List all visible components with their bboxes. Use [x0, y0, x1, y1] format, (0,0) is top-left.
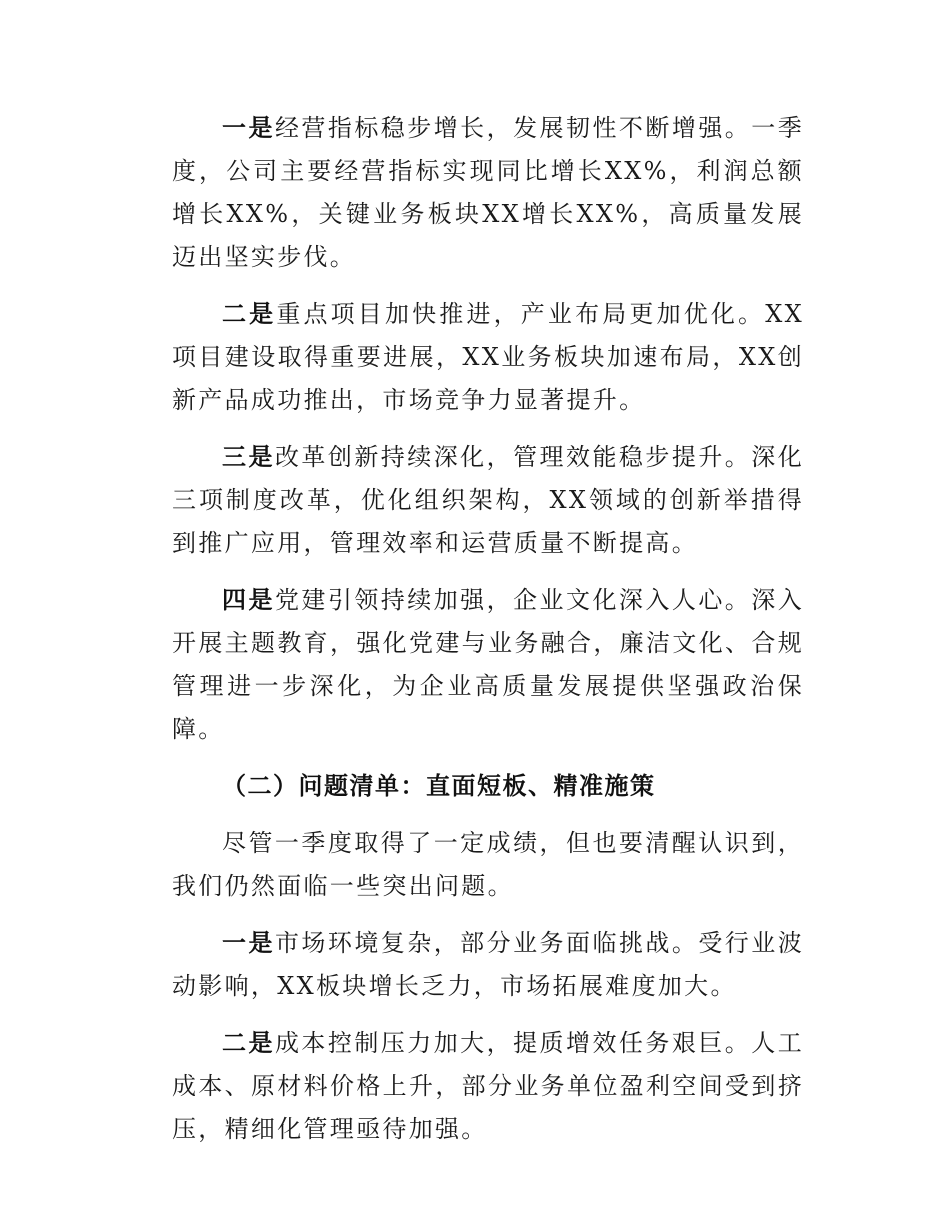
- paragraph-lead: 二是: [222, 1029, 275, 1057]
- paragraph-text: 成本控制压力加大，提质增效任务艰巨。人工成本、原材料价格上升，部分业务单位盈利空间受到挤压，精细化管理亟待加强。: [172, 1029, 805, 1143]
- achievement-paragraph-1: [172, 107, 804, 279]
- paragraph-text: 党建引领持续加强，企业文化深入人心。深入开展主题教育，强化党建与业务融合，廉洁文化、合规管理进一步深化，为企业高质量发展提供坚强政治保障。: [172, 586, 805, 743]
- section-heading: （二）问题清单：直面短板、精准施策: [222, 772, 656, 800]
- paragraph-lead: 二是: [222, 300, 277, 328]
- problem-paragraph-1: [172, 922, 804, 1008]
- paragraph-text: 市场环境复杂，部分业务面临挑战。受行业波动影响，XX板块增长乏力，市场拓展难度加大。: [172, 929, 805, 1000]
- problem-paragraph-2: [172, 1022, 804, 1151]
- paragraph-text: 经营指标稳步增长，发展韧性不断增强。一季度，公司主要经营指标实现同比增长XX%，利润总额增长XX%，关键业务板块XX增长XX%，高质量发展迈出坚实步伐。: [172, 114, 805, 271]
- paragraph-lead: 一是: [222, 114, 275, 142]
- paragraph-lead: 三是: [222, 443, 275, 471]
- paragraph-lead: 四是: [222, 586, 275, 614]
- paragraph-lead: 一是: [222, 929, 275, 957]
- document-body: [172, 107, 804, 1165]
- paragraph-text: 重点项目加快推进，产业布局更加优化。XX项目建设取得重要进展，XX业务板块加速布局，XX创新产品成功推出，市场竞争力显著提升。: [172, 300, 804, 414]
- achievement-paragraph-4: [172, 579, 804, 751]
- achievement-paragraph-2: [172, 293, 804, 422]
- intro-paragraph: 尽管一季度取得了一定成绩，但也要清醒认识到，我们仍然面临一些突出问题。: [172, 829, 804, 900]
- achievement-paragraph-3: [172, 436, 804, 565]
- paragraph-text: 改革创新持续深化，管理效能稳步提升。深化三项制度改革，优化组织架构，XX领域的创新举措得到推广应用，管理效率和运营质量不断提高。: [172, 443, 805, 557]
